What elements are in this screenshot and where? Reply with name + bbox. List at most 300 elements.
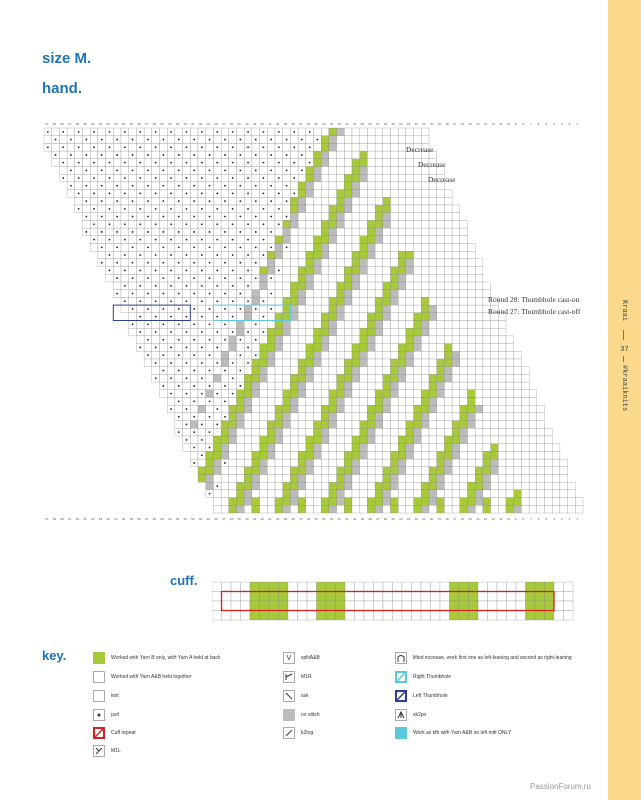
chart-cell xyxy=(237,413,245,421)
purl-dot xyxy=(209,308,211,310)
purl-dot xyxy=(201,454,203,456)
purl-dot xyxy=(147,246,149,248)
key-label: M1L xyxy=(111,748,121,754)
chart-cell xyxy=(229,213,237,221)
purl-dot xyxy=(116,139,118,141)
chart-cell xyxy=(406,282,414,290)
chart-cell xyxy=(414,328,422,336)
chart-cell xyxy=(314,143,322,151)
chart-cell xyxy=(98,205,106,213)
chart-cell xyxy=(429,321,437,329)
chart-cell xyxy=(144,128,152,136)
chart-cell xyxy=(483,367,491,375)
chart-cell xyxy=(360,467,368,475)
chart-cell xyxy=(460,505,468,513)
column-number: 10 xyxy=(507,517,511,521)
chart-cell xyxy=(106,259,114,267)
chart-cell xyxy=(406,490,414,498)
chart-cell xyxy=(498,436,506,444)
chart-cell xyxy=(352,274,360,282)
purl-dot xyxy=(193,354,195,356)
chart-cell xyxy=(452,490,460,498)
chart-cell xyxy=(344,174,352,182)
chart-cell xyxy=(167,167,175,175)
chart-cell xyxy=(391,290,399,298)
purl-dot xyxy=(286,154,288,156)
chart-cell xyxy=(298,405,306,413)
cuff-cell xyxy=(412,592,422,602)
chart-cell xyxy=(367,444,375,452)
chart-cell xyxy=(360,128,368,136)
purl-dot xyxy=(278,223,280,225)
chart-cell xyxy=(514,482,522,490)
chart-cell xyxy=(437,444,445,452)
chart-cell xyxy=(106,136,114,144)
chart-cell xyxy=(552,475,560,483)
chart-cell xyxy=(321,505,329,513)
chart-cell xyxy=(360,197,368,205)
chart-cell xyxy=(367,159,375,167)
purl-dot xyxy=(270,277,272,279)
chart-cell xyxy=(383,159,391,167)
chart-cell xyxy=(483,351,491,359)
purl-dot xyxy=(201,424,203,426)
cuff-cell xyxy=(412,611,422,621)
column-number: 13 xyxy=(483,517,488,521)
chart-cell xyxy=(398,267,406,275)
chart-cell xyxy=(321,390,329,398)
purl-dot xyxy=(232,223,234,225)
chart-cell xyxy=(375,220,383,228)
chart-cell xyxy=(167,228,175,236)
chart-cell xyxy=(352,174,360,182)
chart-cell xyxy=(367,128,375,136)
chart-cell xyxy=(275,498,283,506)
purl-dot xyxy=(155,193,157,195)
purl-dot xyxy=(116,185,118,187)
chart-cell xyxy=(221,482,229,490)
column-number: 25 xyxy=(391,517,395,521)
column-number: 11 xyxy=(499,122,503,126)
cuff-cell xyxy=(488,592,498,602)
cuff-cell xyxy=(564,611,574,621)
chart-cell xyxy=(468,321,476,329)
chart-cell xyxy=(260,467,268,475)
chart-cell xyxy=(414,505,422,513)
purl-dot xyxy=(170,254,172,256)
chart-cell xyxy=(391,251,399,259)
chart-cell xyxy=(329,190,337,198)
chart-cell xyxy=(275,374,283,382)
chart-cell xyxy=(375,505,383,513)
chart-cell xyxy=(352,444,360,452)
column-number: 44 xyxy=(245,122,249,126)
chart-cell xyxy=(314,244,322,252)
chart-cell xyxy=(429,505,437,513)
purl-dot xyxy=(239,370,241,372)
purl-dot xyxy=(186,347,188,349)
chart-cell xyxy=(360,267,368,275)
chart-cell xyxy=(406,290,414,298)
chart-cell xyxy=(475,321,483,329)
column-number: 53 xyxy=(175,122,180,126)
chart-cell xyxy=(483,359,491,367)
chart-cell xyxy=(375,197,383,205)
chart-cell xyxy=(391,159,399,167)
purl-dot xyxy=(186,254,188,256)
purl-dot xyxy=(162,154,164,156)
chart-cell xyxy=(375,236,383,244)
chart-cell xyxy=(460,290,468,298)
chart-cell xyxy=(444,382,452,390)
purl-dot xyxy=(216,223,218,225)
purl-dot xyxy=(116,200,118,202)
chart-cell xyxy=(375,490,383,498)
chart-cell xyxy=(306,236,314,244)
chart-cell xyxy=(306,174,314,182)
column-number: 61 xyxy=(114,122,118,126)
chart-cell xyxy=(221,190,229,198)
column-number: 36 xyxy=(306,122,311,126)
chart-cell xyxy=(437,282,445,290)
chart-cell xyxy=(144,267,152,275)
chart-cell xyxy=(337,244,345,252)
chart-cell xyxy=(367,413,375,421)
chart-cell xyxy=(375,182,383,190)
cuff-cell xyxy=(298,601,308,611)
chart-cell xyxy=(298,505,306,513)
purl-dot xyxy=(247,177,249,179)
chart-cell xyxy=(429,282,437,290)
column-number: 26 xyxy=(383,122,388,126)
chart-cell xyxy=(391,213,399,221)
chart-cell xyxy=(414,459,422,467)
purl-dot xyxy=(247,223,249,225)
cuff-cell xyxy=(288,611,298,621)
chart-cell xyxy=(244,482,252,490)
chart-cell xyxy=(329,475,337,483)
purl-dot xyxy=(147,293,149,295)
chart-cell xyxy=(398,297,406,305)
chart-cell xyxy=(483,282,491,290)
chart-cell xyxy=(321,413,329,421)
chart-cell xyxy=(198,321,206,329)
purl-dot xyxy=(93,208,95,210)
column-number: 58 xyxy=(137,122,141,126)
chart-cell xyxy=(414,421,422,429)
chart-cell xyxy=(360,459,368,467)
chart-cell xyxy=(367,482,375,490)
chart-cell xyxy=(429,274,437,282)
cuff-cell xyxy=(545,601,555,611)
chart-cell xyxy=(352,467,360,475)
chart-cell xyxy=(221,297,229,305)
chart-cell xyxy=(329,321,337,329)
chart-cell xyxy=(406,498,414,506)
chart-cell xyxy=(444,328,452,336)
chart-cell xyxy=(314,305,322,313)
chart-cell xyxy=(283,228,291,236)
chart-cell xyxy=(498,475,506,483)
chart-cell xyxy=(429,220,437,228)
chart-cell xyxy=(275,413,283,421)
chart-cell xyxy=(344,128,352,136)
chart-cell xyxy=(406,374,414,382)
chart-cell xyxy=(198,467,206,475)
key-label: purl xyxy=(111,712,120,718)
cuff-cell xyxy=(554,611,564,621)
purl-dot xyxy=(216,485,218,487)
chart-cell xyxy=(98,159,106,167)
chart-cell xyxy=(506,382,514,390)
chart-cell xyxy=(337,182,345,190)
chart-cell xyxy=(337,351,345,359)
chart-cell xyxy=(221,374,229,382)
chart-cell xyxy=(367,382,375,390)
chart-cell xyxy=(421,290,429,298)
cuff-cell xyxy=(478,592,488,602)
purl-dot xyxy=(78,131,80,133)
chart-cell xyxy=(437,451,445,459)
chart-cell xyxy=(267,328,275,336)
chart-cell xyxy=(267,336,275,344)
chart-cell xyxy=(398,305,406,313)
chart-cell xyxy=(414,251,422,259)
chart-cell xyxy=(90,213,98,221)
chart-cell xyxy=(421,398,429,406)
chart-cell xyxy=(337,205,345,213)
purl-dot xyxy=(147,277,149,279)
chart-cell xyxy=(252,390,260,398)
column-number: 31 xyxy=(345,122,349,126)
chart-cell xyxy=(90,197,98,205)
chart-cell xyxy=(375,382,383,390)
chart-cell xyxy=(229,259,237,267)
chart-cell xyxy=(391,297,399,305)
chart-cell xyxy=(468,482,476,490)
chart-cell xyxy=(298,390,306,398)
chart-cell xyxy=(329,444,337,452)
chart-cell xyxy=(444,390,452,398)
cuff-cell xyxy=(364,592,374,602)
chart-cell xyxy=(483,505,491,513)
chart-cell xyxy=(375,405,383,413)
chart-cell xyxy=(229,336,237,344)
chart-cell xyxy=(144,359,152,367)
chart-cell xyxy=(375,251,383,259)
purl-dot xyxy=(255,185,257,187)
chart-cell xyxy=(321,220,329,228)
chart-cell xyxy=(290,205,298,213)
chart-cell xyxy=(252,313,260,321)
chart-cell xyxy=(329,136,337,144)
chart-cell xyxy=(283,351,291,359)
chart-cell xyxy=(237,128,245,136)
chart-cell xyxy=(514,405,522,413)
chart-cell xyxy=(198,351,206,359)
column-number: 42 xyxy=(260,517,264,521)
purl-dot xyxy=(247,208,249,210)
chart-cell xyxy=(460,313,468,321)
column-number: 53 xyxy=(175,517,180,521)
chart-cell xyxy=(244,505,252,513)
chart-cell xyxy=(475,428,483,436)
column-number: 17 xyxy=(453,122,457,126)
purl-dot xyxy=(155,300,157,302)
chart-cell xyxy=(290,490,298,498)
chart-cell xyxy=(244,413,252,421)
chart-cell xyxy=(136,213,144,221)
purl-dot xyxy=(162,216,164,218)
purl-dot xyxy=(224,262,226,264)
chart-cell xyxy=(383,421,391,429)
chart-cell xyxy=(344,167,352,175)
chart-cell xyxy=(260,151,268,159)
chart-cell xyxy=(198,382,206,390)
chart-cell xyxy=(367,351,375,359)
chart-cell xyxy=(283,297,291,305)
watermark: PassionForum.ru xyxy=(530,782,591,791)
chart-cell xyxy=(452,398,460,406)
chart-cell xyxy=(314,382,322,390)
purl-dot xyxy=(170,362,172,364)
chart-cell xyxy=(421,405,429,413)
chart-cell xyxy=(375,244,383,252)
chart-cell xyxy=(429,344,437,352)
chart-cell xyxy=(375,143,383,151)
chart-cell xyxy=(175,220,183,228)
purl-dot xyxy=(193,431,195,433)
chart-cell xyxy=(283,498,291,506)
purl-dot xyxy=(301,139,303,141)
purl-dot xyxy=(155,254,157,256)
chart-cell xyxy=(129,267,137,275)
chart-cell xyxy=(283,259,291,267)
chart-cell xyxy=(213,167,221,175)
chart-cell xyxy=(198,228,206,236)
chart-cell xyxy=(298,228,306,236)
chart-cell xyxy=(375,228,383,236)
chart-cell xyxy=(444,405,452,413)
cuff-cell xyxy=(241,582,251,592)
chart-cell xyxy=(213,274,221,282)
chart-cell xyxy=(352,220,360,228)
chart-cell xyxy=(213,436,221,444)
purl-dot xyxy=(93,223,95,225)
purl-dot xyxy=(247,146,249,148)
chart-cell xyxy=(414,274,422,282)
chart-cell xyxy=(306,190,314,198)
chart-cell xyxy=(406,236,414,244)
cuff-cell xyxy=(279,592,289,602)
chart-cell xyxy=(483,475,491,483)
chart-cell xyxy=(306,359,314,367)
chart-cell xyxy=(360,490,368,498)
cuff-cell xyxy=(431,582,441,592)
chart-cell xyxy=(221,205,229,213)
chart-cell xyxy=(183,413,191,421)
purl-dot xyxy=(139,162,141,164)
chart-cell xyxy=(298,328,306,336)
purl-dot xyxy=(278,146,280,148)
chart-cell xyxy=(283,143,291,151)
chart-cell xyxy=(521,390,529,398)
cuff-cell xyxy=(507,611,517,621)
chart-cell xyxy=(298,344,306,352)
chart-cell xyxy=(152,213,160,221)
chart-cell xyxy=(113,174,121,182)
chart-cell xyxy=(367,374,375,382)
purl-dot xyxy=(170,146,172,148)
chart-cell xyxy=(414,282,422,290)
chart-cell xyxy=(267,405,275,413)
chart-cell xyxy=(136,305,144,313)
column-number: 50 xyxy=(199,122,203,126)
chart-cell xyxy=(491,451,499,459)
chart-cell xyxy=(383,151,391,159)
chart-cell xyxy=(329,451,337,459)
key-label: no stitch xyxy=(301,712,320,718)
chart-cell xyxy=(529,436,537,444)
chart-cell xyxy=(244,390,252,398)
chart-cell xyxy=(414,451,422,459)
chart-cell xyxy=(275,428,283,436)
chart-cell xyxy=(136,274,144,282)
column-number: 13 xyxy=(483,122,488,126)
chart-cell xyxy=(198,428,206,436)
chart-cell xyxy=(444,274,452,282)
chart-cell xyxy=(560,498,568,506)
purl-dot xyxy=(147,354,149,356)
chart-cell xyxy=(414,359,422,367)
chart-cell xyxy=(314,167,322,175)
chart-cell xyxy=(491,498,499,506)
chart-cell xyxy=(314,174,322,182)
column-number: 23 xyxy=(406,517,411,521)
chart-cell xyxy=(406,274,414,282)
chart-cell xyxy=(560,490,568,498)
chart-cell xyxy=(398,282,406,290)
chart-cell xyxy=(437,421,445,429)
chart-cell xyxy=(452,374,460,382)
chart-cell xyxy=(136,336,144,344)
chart-cell xyxy=(506,351,514,359)
cuff-cell xyxy=(364,611,374,621)
chart-cell xyxy=(321,228,329,236)
chart-cell xyxy=(298,305,306,313)
purl-dot xyxy=(193,139,195,141)
chart-cell xyxy=(398,313,406,321)
chart-cell xyxy=(267,297,275,305)
chart-cell xyxy=(391,359,399,367)
chart-cell xyxy=(337,305,345,313)
chart-cell xyxy=(437,205,445,213)
chart-cell xyxy=(267,467,275,475)
purl-dot xyxy=(201,300,203,302)
chart-cell xyxy=(468,451,476,459)
purl-dot xyxy=(263,223,265,225)
chart-cell xyxy=(391,267,399,275)
purl-dot xyxy=(85,216,87,218)
purl-dot xyxy=(109,177,111,179)
purl-dot xyxy=(209,354,211,356)
chart-cell xyxy=(290,313,298,321)
chart-cell xyxy=(113,267,121,275)
chart-cell xyxy=(391,444,399,452)
chart-cell xyxy=(321,444,329,452)
chart-cell xyxy=(498,421,506,429)
chart-cell xyxy=(375,328,383,336)
